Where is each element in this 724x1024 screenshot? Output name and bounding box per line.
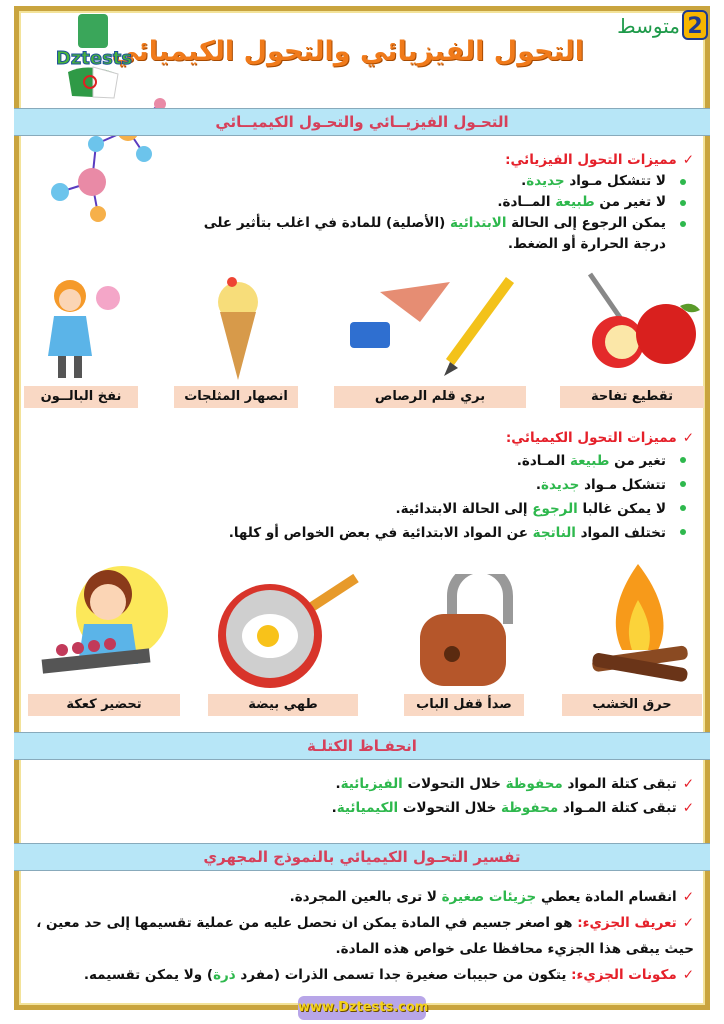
page-title: التحول الفيزيائي والتحول الكيميائي: [111, 36, 584, 67]
caption-cooking-egg: طهي بيضة: [208, 694, 358, 716]
apple-cutting-image: [580, 272, 704, 384]
level-label: متوسط: [617, 14, 680, 38]
pencil-sharpening-image: [340, 272, 520, 384]
list-item: لا تتشكل مـواد جديدة.: [174, 171, 694, 192]
chemical-features: [134, 428, 694, 545]
frying-egg-image: [214, 572, 364, 690]
rusty-lock-image: [412, 574, 522, 692]
logo-text: Dztests: [55, 48, 133, 69]
physical-features: [174, 150, 694, 255]
list-item: تتشكل مـواد جديدة.: [134, 473, 694, 497]
microscopic-model-text: [18, 884, 694, 988]
caption-rusty-lock: صدأ قفل الباب: [404, 694, 524, 716]
chemical-heading: ✓مميزات التحول الكيميائي:: [505, 430, 694, 446]
list-item: يمكن الرجوع إلى الحالة الابتدائية (الأصلية) للمادة في اغلب بتأثير على درجة الحرارة أو الضغط.: [174, 213, 694, 255]
list-item: ✓تبقى كتلة المواد محفوظة خلال التحولات الفيزيائية.: [335, 776, 694, 792]
list-item: ✓مكونات الجزيء: يتكون من حبيبات صغيرة جدا تسمى الذرات (مفرد ذرة) ولا يمكن تقسيمه.: [83, 967, 694, 983]
section-bar-microscopic-model: تفسير التحـول الكيميائي بالنموذج المجهري: [14, 843, 710, 871]
caption-baking-cake: تحضير كعكة: [28, 694, 180, 716]
section-bar-transformations: التحـول الفيزيــائي والتحـول الكيميــائي: [14, 108, 710, 136]
list-item: ✓انقسام المادة يعطي جزيئات صغيرة لا ترى بالعين المجردة.: [289, 889, 694, 905]
list-item: لا يمكن غالبا الرجوع إلى الحالة الابتدائية.: [134, 497, 694, 521]
list-item: ✓تعريف الجزيء: هو اصغر جسيم في المادة يمكن ان نحصل عليه من عملية تقسيمها إلى حد معين ، حيث يبقى هذا الجزيء محافظا على خواص هذه المادة.: [36, 915, 694, 957]
burning-wood-image: [582, 560, 696, 688]
section-bar-mass-conservation: انحفـاظ الكتلـة: [14, 732, 710, 760]
baking-cake-image: [38, 554, 170, 690]
physical-heading: ✓مميزات التحول الفيزيائي:: [505, 152, 694, 168]
caption-ice-cream-melting: انصهار المثلجات: [174, 386, 298, 408]
balloon-girl-image: [24, 272, 134, 384]
list-item: تختلف المواد الناتجة عن المواد الابتدائية في بعض الخواص أو كلها.: [134, 521, 694, 545]
dztests-logo-icon: [48, 12, 140, 100]
caption-balloon-inflating: نفخ البالــون: [24, 386, 138, 408]
check-icon: ✓: [682, 430, 694, 446]
ice-cream-image: [208, 272, 268, 384]
caption-apple-cutting: تقطيع تفاحة: [560, 386, 704, 408]
website-link[interactable]: www.Dztests.com: [298, 996, 426, 1020]
caption-pencil-sharpening: بري قلم الرصاص: [334, 386, 526, 408]
caption-burning-wood: حرق الخشب: [562, 694, 702, 716]
list-item: لا تغير من طبيعة المــادة.: [174, 192, 694, 213]
check-icon: ✓: [682, 152, 694, 168]
mass-conservation-text: [94, 772, 694, 820]
list-item: ✓تبقى كتلة المـواد محفوظة خلال التحولات الكيميائية.: [331, 800, 694, 816]
level-badge-icon: 2: [682, 10, 708, 40]
list-item: تغير من طبيعة المـادة.: [134, 449, 694, 473]
